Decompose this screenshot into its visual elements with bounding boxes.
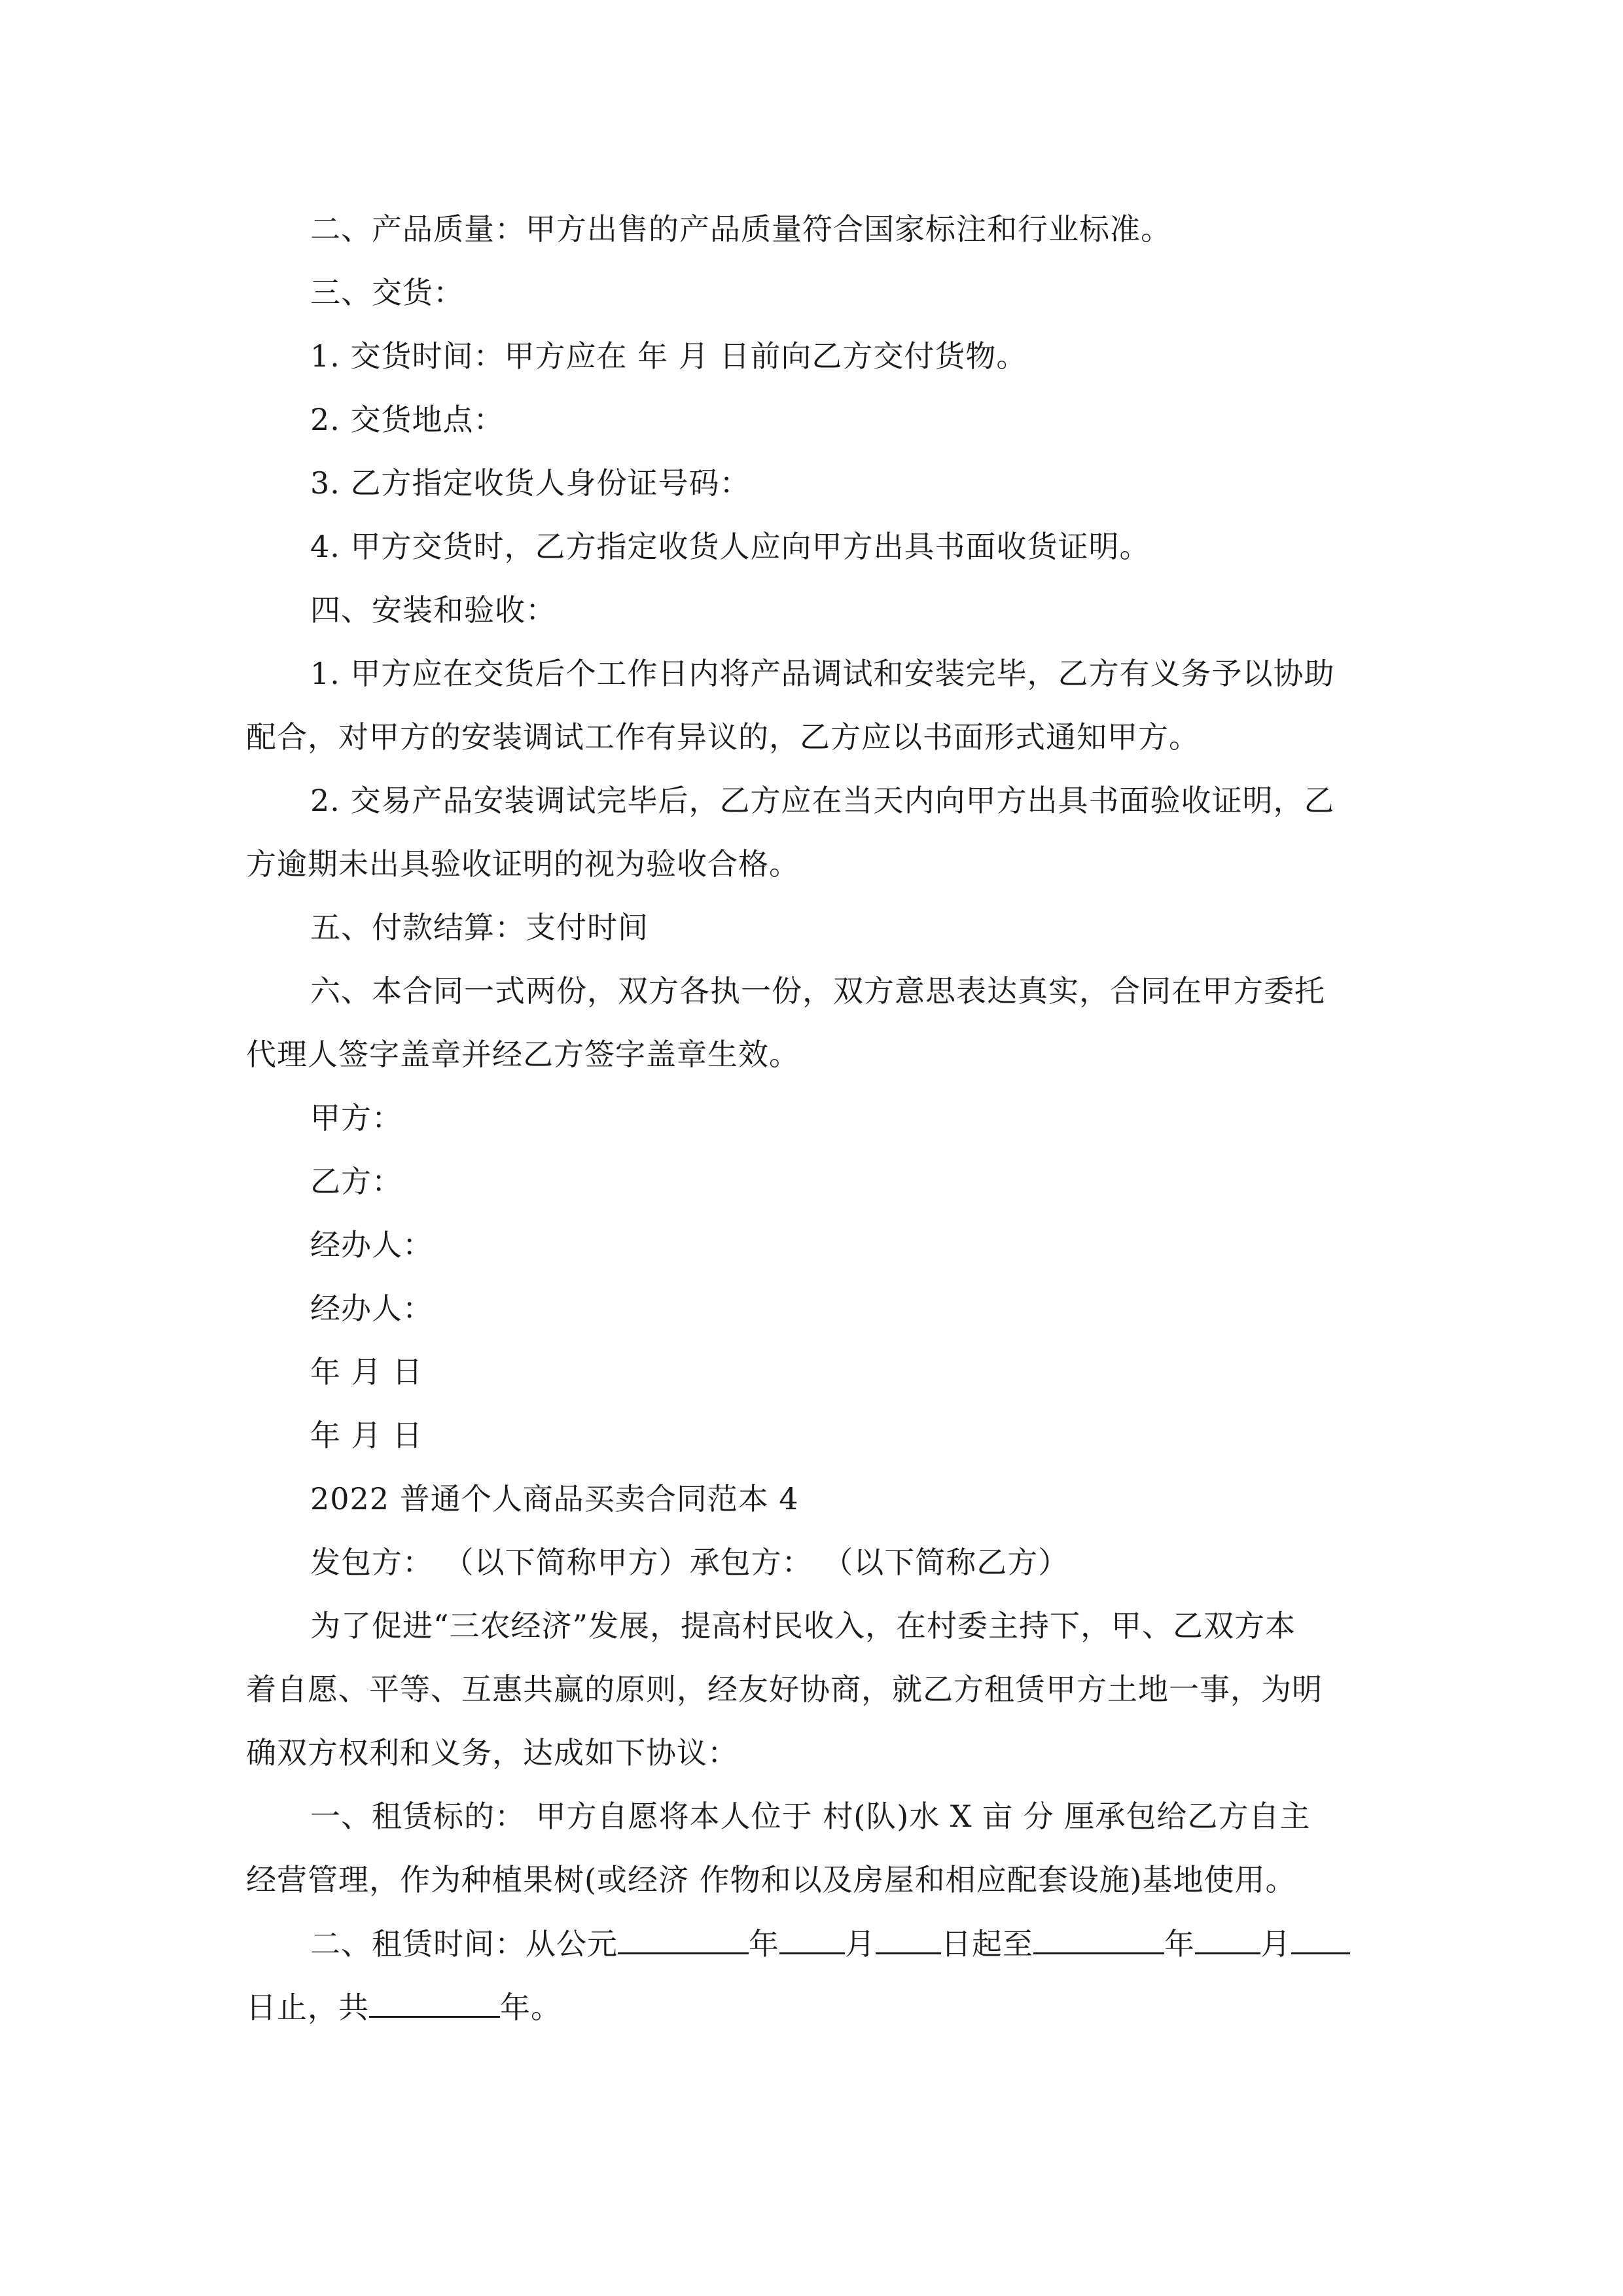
lease-period-line <box>246 1987 1380 2027</box>
date-label: 年 月 日 <box>310 1354 423 1390</box>
lease-text: 月 <box>845 1926 876 1962</box>
paragraph-line: 经营管理，作为种植果树(或经济 作物和以及房屋和相应配套设施)基地使用。 <box>246 1862 1296 1897</box>
paragraph-line: 代理人签字盖章并经乙方签字盖章生效。 <box>246 1037 800 1072</box>
paragraph-line: 着自愿、平等、互惠共赢的原则，经友好协商，就乙方租赁甲方土地一事，为明 <box>246 1672 1323 1707</box>
paragraph-line: 六、本合同一式两份，双方各执一份，双方意思表达真实，合同在甲方委托 <box>310 973 1325 1009</box>
lease-text: 二、租赁时间：从公元 <box>310 1926 618 1962</box>
fill-blank <box>876 1924 941 1954</box>
paragraph-line: 3. 乙方指定收货人身份证号码： <box>310 465 751 501</box>
paragraph-line: 方逾期未出具验收证明的视为验收合格。 <box>246 846 800 882</box>
paragraph-line: 配合，对甲方的安装调试工作有异议的，乙方应以书面形式通知甲方。 <box>246 719 1200 755</box>
lease-text: 日起至 <box>941 1926 1033 1962</box>
lease-text: 月 <box>1260 1926 1291 1962</box>
signature-label: 经办人： <box>310 1227 433 1263</box>
paragraph-line: 为了促进“三农经济”发展，提高村民收入，在村委主持下，甲、乙双方本 <box>310 1608 1296 1643</box>
fill-blank <box>1033 1924 1164 1954</box>
paragraph-line: 2. 交易产品安装调试完毕后，乙方应在当天内向甲方出具书面验收证明，乙 <box>310 783 1335 818</box>
lease-period-line <box>310 1924 1380 1964</box>
lease-text: 年 <box>1164 1926 1195 1962</box>
paragraph-line: 五、付款结算：支付时间 <box>310 910 649 945</box>
paragraph-line: 发包方： （以下简称甲方）承包方： （以下简称乙方） <box>310 1545 1069 1580</box>
paragraph-line: 四、安装和验收： <box>310 592 556 628</box>
fill-blank <box>618 1924 749 1954</box>
fill-blank <box>779 1924 845 1954</box>
signature-label: 甲方： <box>310 1100 402 1136</box>
paragraph-line: 一、租赁标的： 甲方自愿将本人位于 村(队)水 X 亩 分 厘承包给乙方自主 <box>310 1799 1311 1834</box>
lease-text: 日止，共 <box>246 1990 369 2025</box>
fill-blank <box>1195 1924 1260 1954</box>
date-label: 年 月 日 <box>310 1418 423 1453</box>
paragraph-line: 1. 交货时间：甲方应在 年 月 日前向乙方交付货物。 <box>310 338 1027 374</box>
paragraph-line: 1. 甲方应在交货后个工作日内将产品调试和安装完毕，乙方有义务予以协助 <box>310 656 1335 691</box>
fill-blank <box>1291 1924 1350 1954</box>
lease-text: 年。 <box>500 1990 562 2025</box>
fill-blank <box>369 1987 500 2018</box>
paragraph-line: 二、产品质量：甲方出售的产品质量符合国家标注和行业标准。 <box>310 211 1171 247</box>
lease-text: 年 <box>749 1926 779 1962</box>
paragraph-line: 确双方权利和义务，达成如下协议： <box>246 1735 738 1770</box>
signature-label: 经办人： <box>310 1291 433 1326</box>
paragraph-line: 三、交货： <box>310 275 464 310</box>
section-title: 2022 普通个人商品买卖合同范本 4 <box>310 1481 799 1516</box>
paragraph-line: 2. 交货地点： <box>310 402 505 437</box>
paragraph-line: 4. 甲方交货时，乙方指定收货人应向甲方出具书面收货证明。 <box>310 529 1150 564</box>
signature-label: 乙方： <box>310 1164 402 1199</box>
